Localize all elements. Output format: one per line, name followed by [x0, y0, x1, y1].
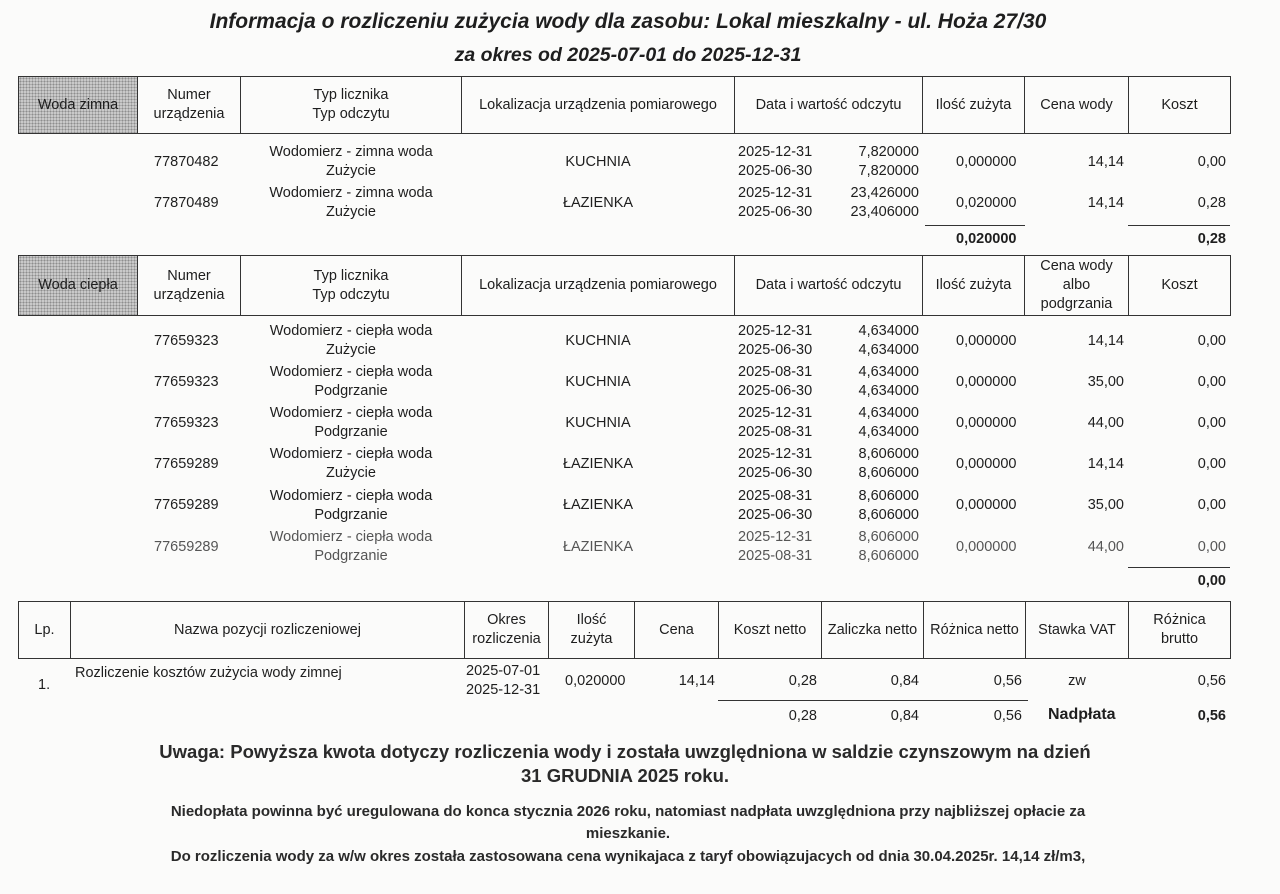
col-header-cena: Cena wody albo podgrzania	[1040, 258, 1113, 312]
location: ŁAZIENKA	[562, 497, 634, 513]
col-header-cena: Cena wody	[1040, 96, 1113, 113]
row-cena: 14,14	[678, 673, 715, 689]
col-header-data: Data i wartość odczytu	[755, 277, 902, 293]
reading-type: Zużycie	[326, 342, 376, 358]
row-ilosc: 0,020000	[565, 673, 626, 689]
reading-date: 2025-06-30	[738, 163, 813, 179]
total-koszt-netto: 0,28	[788, 708, 817, 724]
col-header-data: Data i wartość odczytu	[755, 96, 902, 113]
reading-value: 8,606000	[858, 507, 919, 523]
col-header-nazwa: Nazwa pozycji rozliczeniowej	[174, 621, 361, 638]
hot-water-label: Woda ciepła	[19, 256, 137, 315]
meter-type: Wodomierz - zimna woda	[269, 185, 433, 201]
overpayment-label: Nadpłata	[1048, 706, 1116, 723]
row-koszt-netto: 0,28	[788, 673, 817, 689]
col-header-stawka-vat: Stawka VAT	[1038, 621, 1116, 638]
col-header-lokalizacja: Lokalizacja urządzenia pomiarowego	[479, 96, 717, 113]
row-roznica-netto: 0,56	[993, 673, 1022, 689]
meter-number: 77870489	[154, 195, 219, 211]
meter-type: Wodomierz - zimna woda	[269, 144, 433, 160]
reading-date: 2025-06-30	[738, 465, 813, 481]
meter-number: 77659323	[154, 333, 219, 349]
col-header-numer: Numer urządzenia	[153, 267, 225, 303]
usage-amount: 0,000000	[956, 456, 1017, 472]
meter-number: 77659289	[154, 539, 219, 555]
col-header-lokalizacja: Lokalizacja urządzenia pomiarowego	[479, 277, 717, 293]
cost: 0,00	[1197, 154, 1226, 170]
reading-value: 4,634000	[858, 342, 919, 358]
usage-amount: 0,000000	[956, 415, 1017, 431]
document-title: Informacja o rozliczeniu zużycia wody dla zasobu: Lokal mieszkalny - ul. Hoża 27/30	[209, 10, 1047, 33]
water-price: 44,00	[1087, 415, 1124, 431]
reading-type: Zużycie	[326, 204, 376, 220]
hot-total-cost: 0,00	[1197, 573, 1226, 589]
water-price: 35,00	[1087, 497, 1124, 513]
usage-amount: 0,000000	[956, 333, 1017, 349]
info-line-1: Niedopłata powinna być uregulowana do konca stycznia 2026 roku, natomiast nadpłata uwzględniona przy najbliższej opłacie za	[170, 803, 1086, 820]
col-header-numer: Numer urządzenia	[153, 87, 225, 122]
usage-amount: 0,000000	[956, 497, 1017, 513]
meter-number: 77870482	[154, 154, 219, 170]
reading-date: 2025-12-31	[738, 323, 813, 339]
meter-type: Wodomierz - ciepła woda	[269, 323, 433, 339]
reading-value: 4,634000	[858, 383, 919, 399]
total-roznica-brutto: 0,56	[1197, 708, 1226, 724]
row-nazwa: Rozliczenie kosztów zużycia wody zimnej	[75, 665, 342, 681]
col-header-typ: Typ licznika Typ odczytu	[312, 87, 390, 122]
reading-value: 4,634000	[858, 364, 919, 380]
location: ŁAZIENKA	[562, 456, 634, 472]
cost: 0,00	[1197, 333, 1226, 349]
meter-number: 77659323	[154, 374, 219, 390]
reading-date: 2025-06-30	[738, 204, 813, 220]
reading-type: Zużycie	[326, 465, 376, 481]
usage-amount: 0,000000	[956, 539, 1017, 555]
info-line-2: mieszkanie.	[585, 825, 671, 842]
col-header-zaliczka-netto: Zaliczka netto	[827, 621, 918, 638]
notice-line-1: Uwaga: Powyższa kwota dotyczy rozliczenia wody i została uwzględniona w saldzie czynszowym na dzień	[159, 741, 1091, 762]
water-price: 14,14	[1087, 456, 1124, 472]
cost: 0,28	[1197, 195, 1226, 211]
reading-value: 4,634000	[858, 424, 919, 440]
reading-value: 23,406000	[850, 204, 919, 220]
col-header-koszt-netto: Koszt netto	[733, 621, 807, 638]
reading-type: Podgrzanie	[314, 383, 388, 399]
cost: 0,00	[1197, 539, 1226, 555]
usage-amount: 0,000000	[956, 374, 1017, 390]
notice-line-2: 31 GRUDNIA 2025 roku.	[520, 765, 730, 786]
location: KUCHNIA	[565, 374, 631, 390]
reading-value: 8,606000	[858, 529, 919, 545]
usage-amount: 0,000000	[956, 154, 1017, 170]
reading-type: Zużycie	[326, 163, 376, 179]
location: KUCHNIA	[565, 415, 631, 431]
col-header-roznica-brutto: Różnica brutto	[1153, 612, 1206, 647]
col-header-ilosc: Ilość zużyta	[935, 277, 1012, 293]
cold-total-cost: 0,28	[1197, 231, 1226, 247]
col-header-ilosc: Ilość zużyta	[935, 96, 1012, 113]
water-price: 14,14	[1087, 154, 1124, 170]
water-price: 44,00	[1087, 539, 1124, 555]
col-header-koszt: Koszt	[1161, 277, 1198, 293]
meter-number: 77659289	[154, 456, 219, 472]
total-zaliczka-netto: 0,84	[890, 708, 919, 724]
location: KUCHNIA	[565, 154, 631, 170]
water-price: 14,14	[1087, 333, 1124, 349]
reading-value: 23,426000	[850, 185, 919, 201]
col-header-typ: Typ licznika Typ odczytu	[312, 267, 390, 303]
reading-value: 8,606000	[858, 488, 919, 504]
meter-type: Wodomierz - ciepła woda	[269, 364, 433, 380]
reading-date: 2025-08-31	[738, 364, 813, 380]
col-header-lp: Lp.	[34, 621, 55, 638]
cost: 0,00	[1197, 497, 1226, 513]
reading-date: 2025-12-31	[738, 185, 813, 201]
cost: 0,00	[1197, 415, 1226, 431]
reading-date: 2025-12-31	[738, 446, 813, 462]
location: ŁAZIENKA	[562, 539, 634, 555]
reading-value: 7,820000	[858, 163, 919, 179]
meter-number: 77659289	[154, 497, 219, 513]
row-lp: 1.	[38, 677, 51, 693]
reading-value: 4,634000	[858, 323, 919, 339]
location: ŁAZIENKA	[562, 195, 634, 211]
row-stawka-vat: zw	[1068, 673, 1086, 689]
reading-value: 7,820000	[858, 144, 919, 160]
col-header-roznica-netto: Różnica netto	[930, 621, 1019, 638]
meter-number: 77659323	[154, 415, 219, 431]
reading-value: 4,634000	[858, 405, 919, 421]
reading-type: Podgrzanie	[314, 424, 388, 440]
cost: 0,00	[1197, 456, 1226, 472]
reading-type: Podgrzanie	[314, 507, 388, 523]
reading-date: 2025-12-31	[738, 529, 813, 545]
cold-water-label: Woda zimna	[19, 77, 137, 133]
col-header-okres: Okres rozliczenia	[472, 612, 541, 647]
meter-type: Wodomierz - ciepła woda	[269, 405, 433, 421]
meter-type: Wodomierz - ciepła woda	[269, 488, 433, 504]
reading-date: 2025-06-30	[738, 383, 813, 399]
col-header-cena: Cena	[659, 621, 694, 638]
reading-date: 2025-12-31	[738, 144, 813, 160]
reading-date: 2025-12-31	[738, 405, 813, 421]
col-header-koszt: Koszt	[1161, 96, 1198, 113]
total-roznica-netto: 0,56	[993, 708, 1022, 724]
water-price: 35,00	[1087, 374, 1124, 390]
water-price: 14,14	[1087, 195, 1124, 211]
reading-value: 8,606000	[858, 465, 919, 481]
usage-amount: 0,020000	[956, 195, 1017, 211]
reading-date: 2025-08-31	[738, 424, 813, 440]
meter-type: Wodomierz - ciepła woda	[269, 529, 433, 545]
row-okres-end: 2025-12-31	[466, 682, 541, 698]
reading-date: 2025-06-30	[738, 342, 813, 358]
meter-type: Wodomierz - ciepła woda	[269, 446, 433, 462]
reading-value: 8,606000	[858, 446, 919, 462]
reading-date: 2025-08-31	[738, 548, 813, 564]
cold-total-usage: 0,020000	[956, 231, 1017, 247]
reading-type: Podgrzanie	[314, 548, 388, 564]
row-zaliczka-netto: 0,84	[890, 673, 919, 689]
location: KUCHNIA	[565, 333, 631, 349]
row-roznica-brutto: 0,56	[1197, 673, 1226, 689]
document-period: za okres od 2025-07-01 do 2025-12-31	[454, 44, 802, 66]
reading-date: 2025-06-30	[738, 507, 813, 523]
cost: 0,00	[1197, 374, 1226, 390]
info-line-3: Do rozliczenia wody za w/w okres została zastosowana cena wynikajaca z taryf obowiązujacych od dnia 30.04.2025r. 14,14 zł/m3,	[170, 848, 1086, 865]
reading-value: 8,606000	[858, 548, 919, 564]
row-okres-start: 2025-07-01	[466, 663, 541, 679]
col-header-ilosc: Ilość zużyta	[570, 612, 613, 647]
reading-date: 2025-08-31	[738, 488, 813, 504]
